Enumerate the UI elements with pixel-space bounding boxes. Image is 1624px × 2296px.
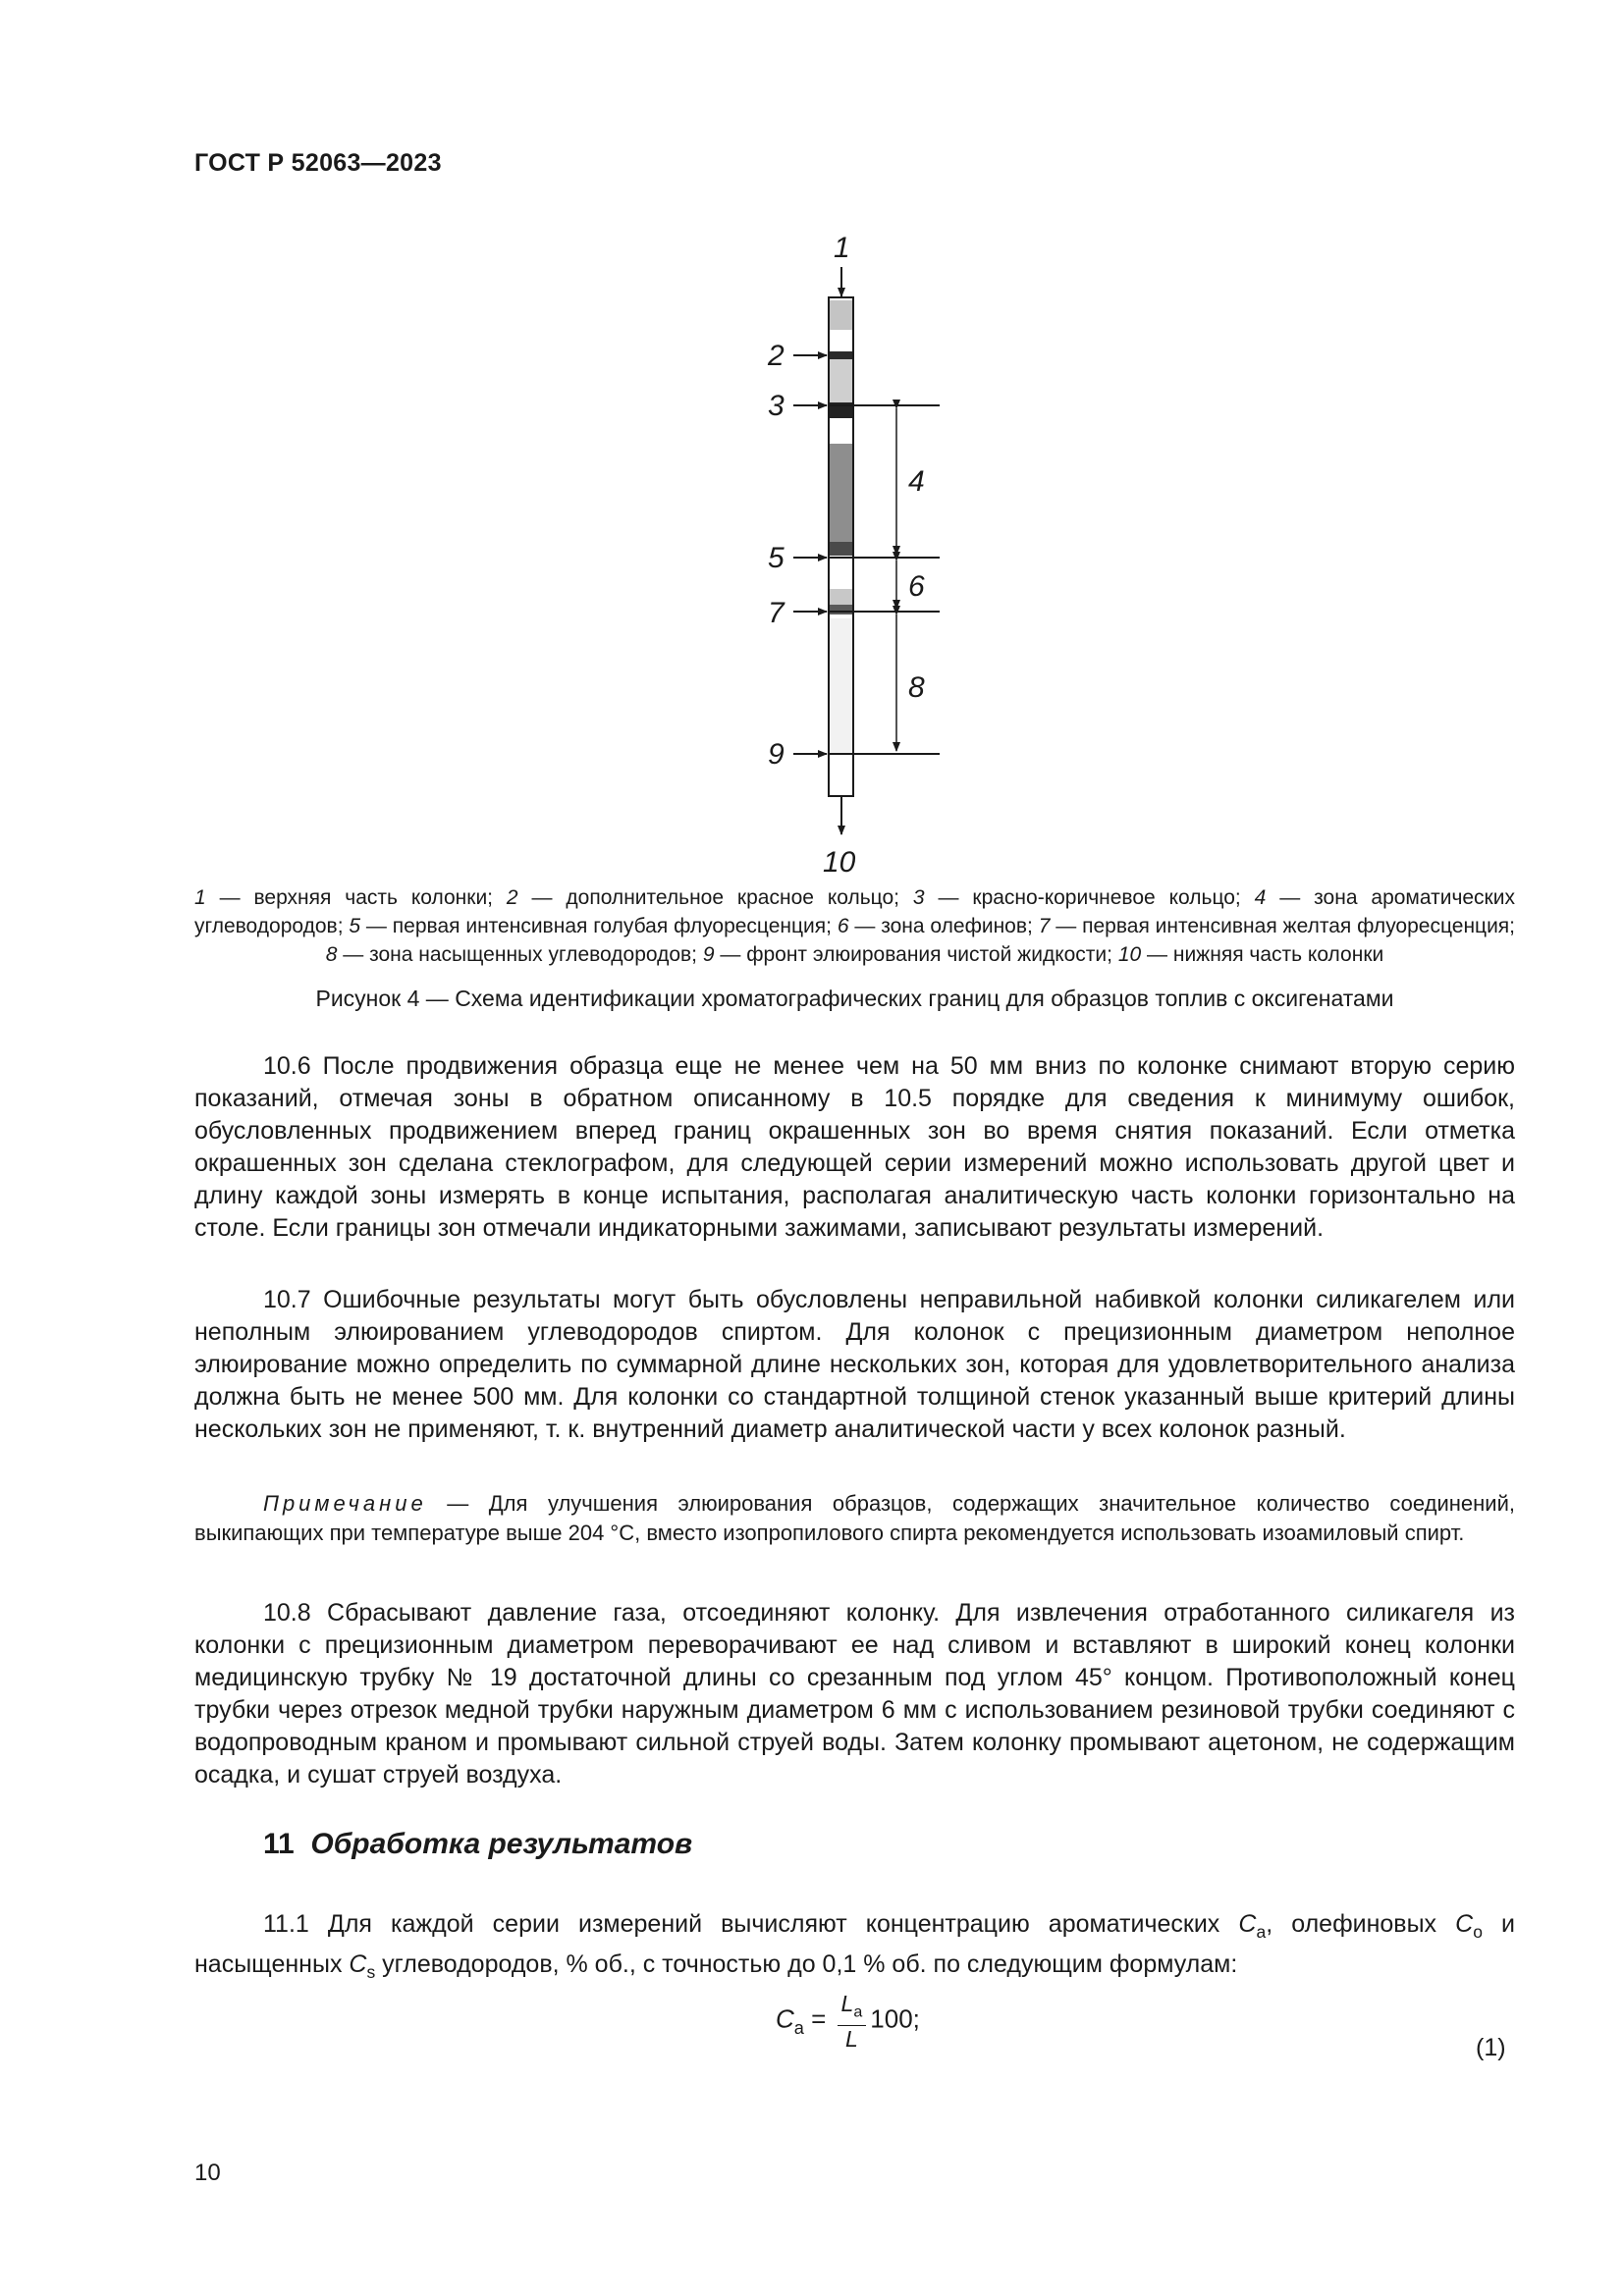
note-block: [194, 1489, 1515, 1548]
section-heading: 11 Обработка результатов: [263, 1828, 693, 1860]
zone-olefin-light: [830, 589, 852, 605]
page-number: 10: [194, 2160, 221, 2186]
formula-number: (1): [1476, 2034, 1506, 2061]
label-2: 2: [768, 340, 785, 372]
paragraph-10-8: 10.8 Сбрасывают давление газа, отсоединяют колонку. Для извлечения отработанного силикагеля из колонки с прецизионным диаметром переворачивают ее над сливом и вставляют в широкий конец колонки медицинскую трубку № 19 достаточной длины со срезанным под углом 45° концом. Противоположный конец трубки через отрезок медной трубки наружным диаметром 6 мм с использованием резиновой трубки соединяют с водопроводным краном и промывают сильной струей воды. Затем колонку промывают ацетоном, не содержащим осадка, и сушат струей воздуха.: [194, 1599, 1515, 1789]
zone-top: [830, 300, 852, 330]
figure-legend: 1 — верхняя часть колонки; 2 — дополнительное красное кольцо; 3 — красно-коричневое кольцо; 4 — зона ароматических углеводородов; 5 — первая интенсивная голубая флуоресценция; 6 — зона олефинов; 7 — первая интенсивная желтая флуоресценция; 8 — зона насыщенных углеводородов; 9 — фронт элюирования чистой жидкости; 10 — нижняя часть колонки: [194, 886, 1516, 966]
figure-caption: Рисунок 4 — Схема идентификации хроматографических границ для образцов топлив с оксигенатами: [315, 986, 1394, 1011]
paragraph-10-6-block: [194, 1050, 1515, 1245]
label-8: 8: [908, 671, 925, 704]
zone-blue-fluor: [830, 542, 852, 556]
label-10: 10: [823, 846, 856, 879]
paragraph-10-7-block: [194, 1284, 1515, 1446]
label-5: 5: [768, 542, 785, 574]
label-7: 7: [768, 597, 785, 629]
note-text: — Для улучшения элюирования образцов, содержащих значительное количество соединений, выкипающих при температуре выше 204 °C, вместо изопропилового спирта рекомендуется использовать изоамиловый спирт.: [194, 1491, 1515, 1545]
zone-yellow-fluor: [830, 605, 852, 614]
chromatography-column-diagram: [727, 224, 962, 881]
zone-light: [830, 359, 852, 402]
ring-red: [830, 351, 852, 359]
zone-saturated: [830, 618, 852, 754]
paragraph-10-8-block: [194, 1597, 1515, 1791]
label-9: 9: [768, 738, 785, 771]
paragraph-11-1: 11.1 Для каждой серии измерений вычисляют концентрацию ароматических $C_a$, олефиновых $C_o$ и насыщенных $C_s$ углеводородов, % об., с точностью до 0,1 % об. по следующим формулам:: [194, 1910, 1515, 1982]
paragraph-10-7: 10.7 Ошибочные результаты могут быть обусловлены неправильной набивкой колонки силикагелем или неполным элюированием углеводородов спиртом. Для колонок с прецизионным диаметром неполное элюирование можно определить по суммарной длине нескольких зон, которая для удовлетворительного анализа должна быть не менее 500 мм. Для колонки со стандартной толщиной стенок указанный выше критерий длины нескольких зон не применяют, т. к. внутренний диаметр аналитической части у всех колонок разный.: [194, 1286, 1515, 1443]
formula-1: $C_a$ = $\frac{L_a}{L}$ 100;: [776, 1991, 920, 2052]
paragraph-10-6: 10.6 После продвижения образца еще не менее чем на 50 мм вниз по колонке снимают вторую серию показаний, отмечая зоны в обратном описанному в 10.5 порядке для сведения к минимуму ошибок, обусловленных продвижением вперед границ окрашенных зон во время снятия показаний. Если отметка окрашенных зон сделана стеклографом, для следующей серии измерений можно использовать другой цвет и длину каждой зоны измерять в конце испытания, располагая аналитическую часть колонки горизонтально на столе. Если границы зон отмечали индикаторными зажимами, записывают результаты измерений.: [194, 1052, 1515, 1242]
note-label: Примечание: [263, 1491, 427, 1516]
label-4: 4: [908, 465, 925, 498]
label-3: 3: [768, 390, 785, 422]
standard-designation: ГОСТ Р 52063—2023: [194, 149, 442, 177]
label-6: 6: [908, 570, 925, 603]
zone-aromatic: [830, 444, 852, 542]
paragraph-11-1-block: [194, 1908, 1515, 1989]
label-1: 1: [834, 232, 850, 264]
